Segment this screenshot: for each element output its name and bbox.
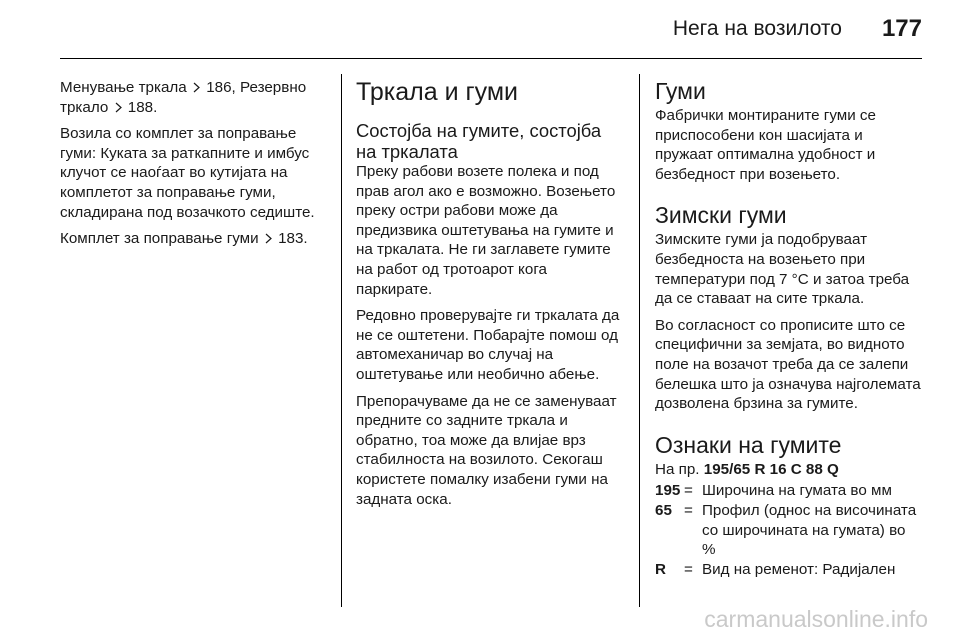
paragraph-repair-kit-location: Возила со комплет за поправање гуми: Куката за раткапните и имбус клучот се наоѓаат во кутијата на комплетот за поправање гуми, складирана под возачкото седиште. bbox=[60, 125, 315, 221]
paragraph-repair-kit-ref: Комплет за поправање гуми 183. bbox=[60, 230, 308, 248]
subsection-heading: Состојба на гумите, состојба на тркалата bbox=[356, 120, 602, 162]
watermark: carmanualsonline.info bbox=[704, 606, 928, 632]
paragraph-winter-2: Во согласност со прописите што се специфични за земјата, во видното поле на возачот треба да се залепи белешка што ја означува најголемата дозволена брзина за гумите. bbox=[655, 316, 921, 413]
example-line: На пр. 195/65 R 16 C 88 Q bbox=[655, 460, 839, 478]
page-ref-icon bbox=[265, 233, 272, 244]
definition-row: 65 = Профил (однос на височината со широчината на гумата) во % bbox=[655, 501, 917, 559]
paragraph-tyres: Фабрички монтираните гуми се приспособени кон шасијата и пружаат оптимална удобност и безбедност при возењето. bbox=[655, 107, 876, 183]
paragraph-wheel-change: Менување тркала 186, Резервно тркало 188. bbox=[60, 79, 307, 116]
paragraph-winter-1: Зимските гуми ја подобруваат безбедноста на возењето при температури под 7 °C и затоа треба да се ставаат на сите тркала. bbox=[655, 231, 910, 308]
definition-row: 195 = Широчина на гумата во мм bbox=[655, 482, 892, 500]
paragraph-swap-wheels: Препорачуваме да не се заменуваат предните со задните тркала и обратно, тоа може да влијае врз стабилноста на возилото. Секогаш користете помалку изабени гуми на задната оска. bbox=[356, 392, 617, 508]
column-right bbox=[655, 78, 923, 579]
paragraph-kerbs: Преку рабови возете полека и под прав агол ако е возможно. Возењето преку остри рабови може да предизвика оштетувања на гумите и на тркалата. Не ги заглавете гумите на работ од тротоарот кога паркирате. bbox=[356, 163, 616, 298]
column-divider-1 bbox=[341, 74, 342, 607]
heading-tyres: Гуми bbox=[655, 78, 706, 104]
column-divider-2 bbox=[639, 74, 640, 607]
header-title: Нега на возилото bbox=[672, 17, 842, 40]
section-heading: Тркала и гуми bbox=[356, 78, 518, 106]
column-left bbox=[60, 78, 330, 256]
page-ref-icon bbox=[115, 102, 122, 113]
heading-winter-tyres: Зимски гуми bbox=[655, 202, 787, 229]
page-ref-icon bbox=[193, 82, 200, 93]
definition-row: R = Вид на ременот: Радијален bbox=[655, 560, 896, 578]
page-number: 177 bbox=[881, 15, 922, 42]
heading-tyre-markings: Ознаки на гумите bbox=[655, 431, 842, 458]
header-rule bbox=[60, 58, 922, 59]
column-middle bbox=[356, 78, 626, 516]
example-code: 195/65 R 16 C 88 Q bbox=[703, 460, 839, 478]
paragraph-check-wheels: Редовно проверувајте ги тркалата да не се оштетени. Побарајте помош од автомеханичар во случај на оштетување или необично абење. bbox=[356, 307, 620, 383]
definition-list bbox=[655, 481, 923, 579]
